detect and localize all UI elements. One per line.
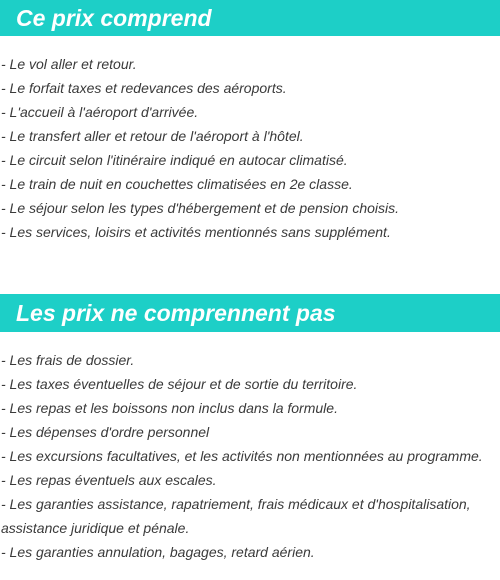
included-section-header: [0, 0, 500, 36]
excluded-title: Les prix ne comprennent pas: [16, 299, 336, 326]
included-title: Ce prix comprend: [16, 4, 212, 31]
list-item: - Les services, loisirs et activités mentionnés sans supplément.: [1, 224, 391, 240]
list-item: - Le forfait taxes et redevances des aéroports.: [1, 80, 287, 96]
list-item: - Les dépenses d'ordre personnel: [1, 424, 210, 440]
list-item: assistance juridique et pénale.: [1, 520, 190, 536]
excluded-list: [0, 348, 500, 564]
list-item: - Le séjour selon les types d'hébergement et de pension choisis.: [1, 200, 400, 216]
list-item: - Les repas éventuels aux escales.: [1, 472, 217, 488]
list-item: - Les garanties annulation, bagages, retard aérien.: [1, 544, 315, 560]
list-item: - Les excursions facultatives, et les activités non mentionnées au programme.: [1, 448, 483, 464]
list-item: - Le vol aller et retour.: [1, 56, 137, 72]
list-item: - Les taxes éventuelles de séjour et de sortie du territoire.: [1, 376, 358, 392]
excluded-section-header: [0, 294, 500, 332]
list-item: - Le circuit selon l'itinéraire indiqué en autocar climatisé.: [1, 152, 348, 168]
list-item: - Les frais de dossier.: [1, 352, 135, 368]
list-item: - Les garanties assistance, rapatriement, frais médicaux et d'hospitalisation,: [1, 496, 471, 512]
included-list: [0, 52, 500, 244]
list-item: - Le train de nuit en couchettes climatisées en 2e classe.: [1, 176, 353, 192]
list-item: - L'accueil à l'aéroport d'arrivée.: [1, 104, 199, 120]
list-item: - Les repas et les boissons non inclus dans la formule.: [1, 400, 338, 416]
list-item: - Le transfert aller et retour de l'aéroport à l'hôtel.: [1, 128, 304, 144]
